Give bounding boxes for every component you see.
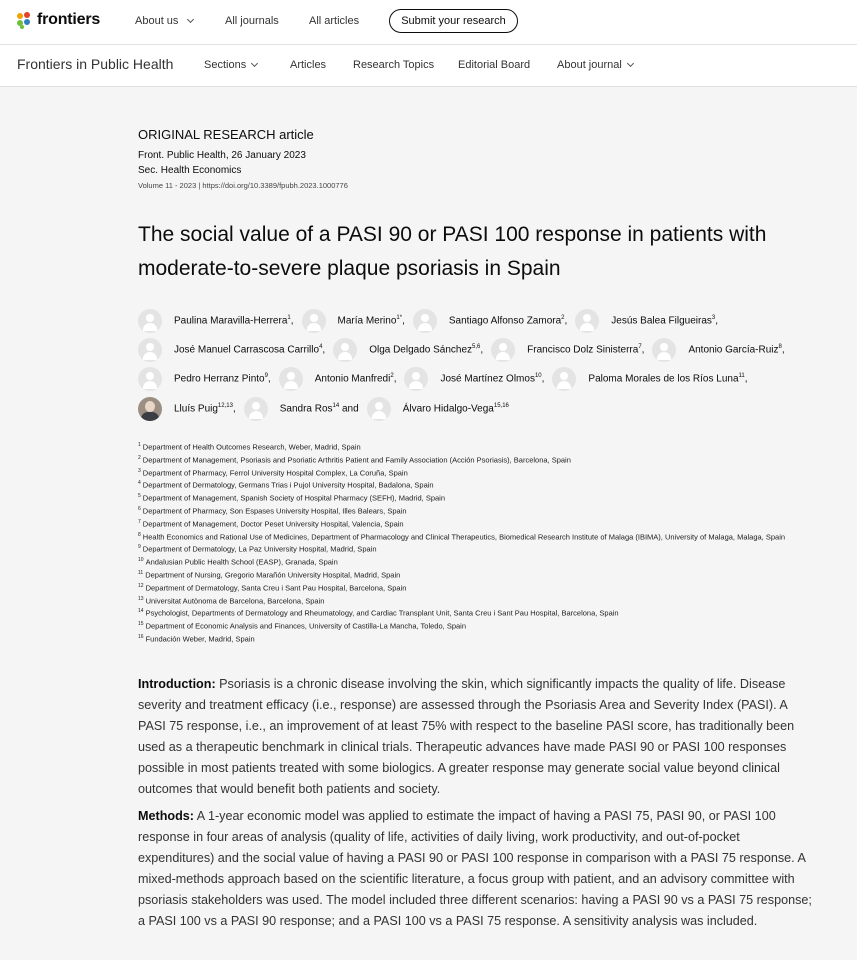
- affiliation-item: $^5$ Department of Management, Spanish Society of Hospital Pharmacy (SEFH), Madrid, Spain: [138, 493, 446, 503]
- abstract-methods-text: A 1-year economic model was applied to estimate the impact of having a PASI 75, PASI 90, or PASI 100 response in four areas of analysis (quality of life, activities of daily living, work productivity, and out-of-pocket expenditures) and the social value of having a PASI 90 or PASI 100 response in comparison with a PASI 75 response. A mixed-methods approach based on the scientific literature, a focus group with patient, and an advisory committee with psoriasis stakeholders was used. The model included three different scenarios: having a PASI 90 vs a PASI 75 response; a PASI 100 vs a PASI 90 response; and a PASI 100 vs a PASI 75 response. A sensitivity analysis was included.: [138, 809, 812, 928]
- journal-nav-sections[interactable]: [204, 59, 257, 71]
- logo-text: frontiers: [37, 11, 101, 28]
- journal-nav-bar: [0, 45, 857, 87]
- submit-research-label: Submit your research: [401, 15, 506, 27]
- nav-all-journals-label: All journals: [225, 15, 279, 27]
- chevron-down-icon: [187, 15, 194, 22]
- avatar[interactable]: [491, 338, 515, 362]
- affiliation-item: $^{14}$ Psychologist, Departments of Dermatology and Rheumatology, and Cardiac Transplant Unit, Santa Creu i Sant Pau Hospital, Barcelona, Spain: [138, 608, 619, 618]
- author-name[interactable]: Paloma Morales de los Ríos Luna$^{11}$,: [588, 373, 748, 385]
- affiliation-item: $^{12}$ Department of Dermatology, Santa Creu i Sant Pau Hospital, Barcelona, Spain: [138, 582, 407, 593]
- abstract-methods-label: Methods:: [138, 809, 194, 823]
- author-name[interactable]: Antonio García-Ruiz$^8$,: [688, 344, 785, 356]
- article-volume-doi[interactable]: Volume 11 - 2023 | https://doi.org/10.3389/fpubh.2023.1000776: [138, 181, 348, 190]
- article-title: The social value of a PASI 90 or PASI 100 response in patients with moderate-to-severe plaque psoriasis in Spain: [138, 223, 767, 280]
- affiliation-item: $^{15}$ Department of Economic Analysis and Finances, University of Castilla-La Mancha, Toledo, Spain: [138, 621, 467, 631]
- avatar[interactable]: [138, 309, 162, 333]
- author-name[interactable]: Olga Delgado Sánchez$^{5,6}$,: [369, 344, 484, 356]
- nav-all-journals[interactable]: [225, 15, 279, 27]
- affiliation-item: $^{13}$ Universitat Autònoma de Barcelona, Barcelona, Spain: [138, 595, 325, 606]
- avatar[interactable]: [333, 338, 357, 362]
- journal-nav-editorial-board[interactable]: [458, 59, 530, 71]
- journal-nav-articles[interactable]: [290, 59, 326, 71]
- avatar[interactable]: [367, 397, 391, 421]
- abstract-introduction-text: Psoriasis is a chronic disease involving the skin, which significantly impacts the quality of life. Disease severity and treatment efficacy (i.e., response) are assessed through the Psoriasis Area and Severity Index (PASI). A PASI 75 response, i.e., an improvement of at least 75% with respect to the baseline PASI score, has traditionally been used as a therapeutic benchmark in clinical trials. Therapeutic advances have made PASI 90 or PASI 100 responses possible in most patients treated with some biologics. A greater response may generate social value beyond clinical outcomes that would benefit both patients and society.: [138, 677, 795, 796]
- chevron-down-icon: [627, 59, 634, 66]
- abstract-methods: [138, 806, 818, 932]
- abstract-introduction-label: Introduction:: [138, 677, 216, 691]
- affiliation-item: $^4$ Department of Dermatology, Germans Trias i Pujol University Hospital, Badalona, Spain: [138, 480, 434, 490]
- nav-all-articles-label: All articles: [309, 15, 360, 27]
- affiliation-list: [138, 440, 818, 645]
- journal-nav-research-topics[interactable]: [353, 59, 434, 71]
- avatar[interactable]: [244, 397, 268, 421]
- author-name[interactable]: María Merino$^{1*}$,: [337, 315, 405, 327]
- journal-nav-editorial-board-label: Editorial Board: [458, 59, 531, 71]
- author-name[interactable]: Antonio Manfredi$^2$,: [314, 373, 397, 385]
- journal-nav-research-topics-label: Research Topics: [353, 59, 435, 71]
- affiliation-item: $^7$ Department of Management, Doctor Peset University Hospital, Valencia, Spain: [138, 518, 404, 529]
- chevron-down-icon: [251, 59, 258, 66]
- author-name[interactable]: Álvaro Hidalgo-Vega$^{15,16}$: [402, 403, 509, 415]
- journal-nav-about-journal-label: About journal: [557, 59, 622, 71]
- avatar[interactable]: [138, 367, 162, 391]
- avatar[interactable]: [279, 367, 303, 391]
- author-name[interactable]: Sandra Ros$^{14}$ and: [279, 403, 359, 415]
- author-row: [138, 308, 718, 334]
- author-row: [138, 396, 509, 422]
- author-name[interactable]: Pedro Herranz Pinto$^9$,: [174, 373, 271, 385]
- journal-name[interactable]: Frontiers in Public Health: [17, 56, 174, 72]
- author-name[interactable]: Francisco Dolz Sinisterra$^7$,: [527, 344, 645, 356]
- author-row: [138, 366, 748, 392]
- submit-research-button[interactable]: [389, 9, 518, 33]
- avatar[interactable]: [413, 309, 437, 333]
- affiliation-item: $^3$ Department of Pharmacy, Ferrol University Hospital Complex, La Coruña, Spain: [138, 467, 408, 478]
- avatar[interactable]: [652, 338, 676, 362]
- frontiers-logo[interactable]: [17, 11, 100, 29]
- author-name[interactable]: Santiago Alfonso Zamora$^2$,: [448, 315, 568, 327]
- site-header: [0, 0, 857, 45]
- abstract-introduction: [138, 674, 818, 800]
- avatar[interactable]: [302, 309, 326, 333]
- author-name[interactable]: Jesús Balea Filgueiras$^3$,: [611, 315, 719, 327]
- affiliation-item: $^6$ Department of Pharmacy, Son Espases University Hospital, Illes Balears, Spain: [138, 505, 407, 516]
- affiliation-item: $^8$ Health Economics and Rational Use of Medicines, Department of Pharmacology and Clinical Therapeutics, Biomedical Research Institute of Malaga (IBIMA), University of Malaga, Malaga, Spain: [138, 531, 786, 542]
- article-citation: Front. Public Health, 26 January 2023: [138, 150, 306, 161]
- avatar[interactable]: [138, 338, 162, 362]
- nav-about-us-label: About us: [135, 15, 179, 27]
- author-name[interactable]: Paulina Maravilla-Herrera$^1$,: [174, 315, 294, 327]
- journal-nav-articles-label: Articles: [290, 59, 327, 71]
- article-section[interactable]: Sec. Health Economics: [138, 165, 242, 176]
- avatar[interactable]: [404, 367, 428, 391]
- article-type: ORIGINAL RESEARCH article: [138, 127, 314, 142]
- nav-all-articles[interactable]: [309, 15, 359, 27]
- author-name[interactable]: José Manuel Carrascosa Carrillo$^4$,: [174, 344, 326, 356]
- journal-nav-sections-label: Sections: [204, 59, 247, 71]
- author-row: [138, 337, 785, 363]
- affiliation-item: $^{10}$ Andalusian Public Health School (EASP), Granada, Spain: [138, 557, 338, 567]
- affiliation-item: $^1$ Department of Health Outcomes Research, Weber, Madrid, Spain: [138, 442, 361, 452]
- affiliation-item: $^2$ Department of Management, Psoriasis and Psoriatic Arthritis Patient and Family Association (Acción Psoriasis), Barcelona, Spain: [138, 454, 571, 465]
- affiliation-item: $^{16}$ Fundación Weber, Madrid, Spain: [138, 633, 255, 644]
- author-name[interactable]: Lluís Puig$^{12,13}$,: [174, 403, 236, 415]
- affiliation-item: $^{11}$ Department of Nursing, Gregorio Marañón University Hospital, Madrid, Spain: [138, 569, 401, 580]
- avatar[interactable]: [575, 309, 599, 333]
- nav-about-us[interactable]: [135, 15, 193, 27]
- avatar[interactable]: [138, 397, 162, 421]
- journal-nav-about-journal[interactable]: [557, 59, 633, 71]
- author-name[interactable]: José Martínez Olmos$^{10}$,: [440, 373, 545, 385]
- frontiers-logo-icon: [17, 12, 32, 29]
- affiliation-item: $^9$ Department of Dermatology, La Paz University Hospital, Madrid, Spain: [138, 544, 377, 554]
- avatar[interactable]: [552, 367, 576, 391]
- abstract: [138, 674, 818, 938]
